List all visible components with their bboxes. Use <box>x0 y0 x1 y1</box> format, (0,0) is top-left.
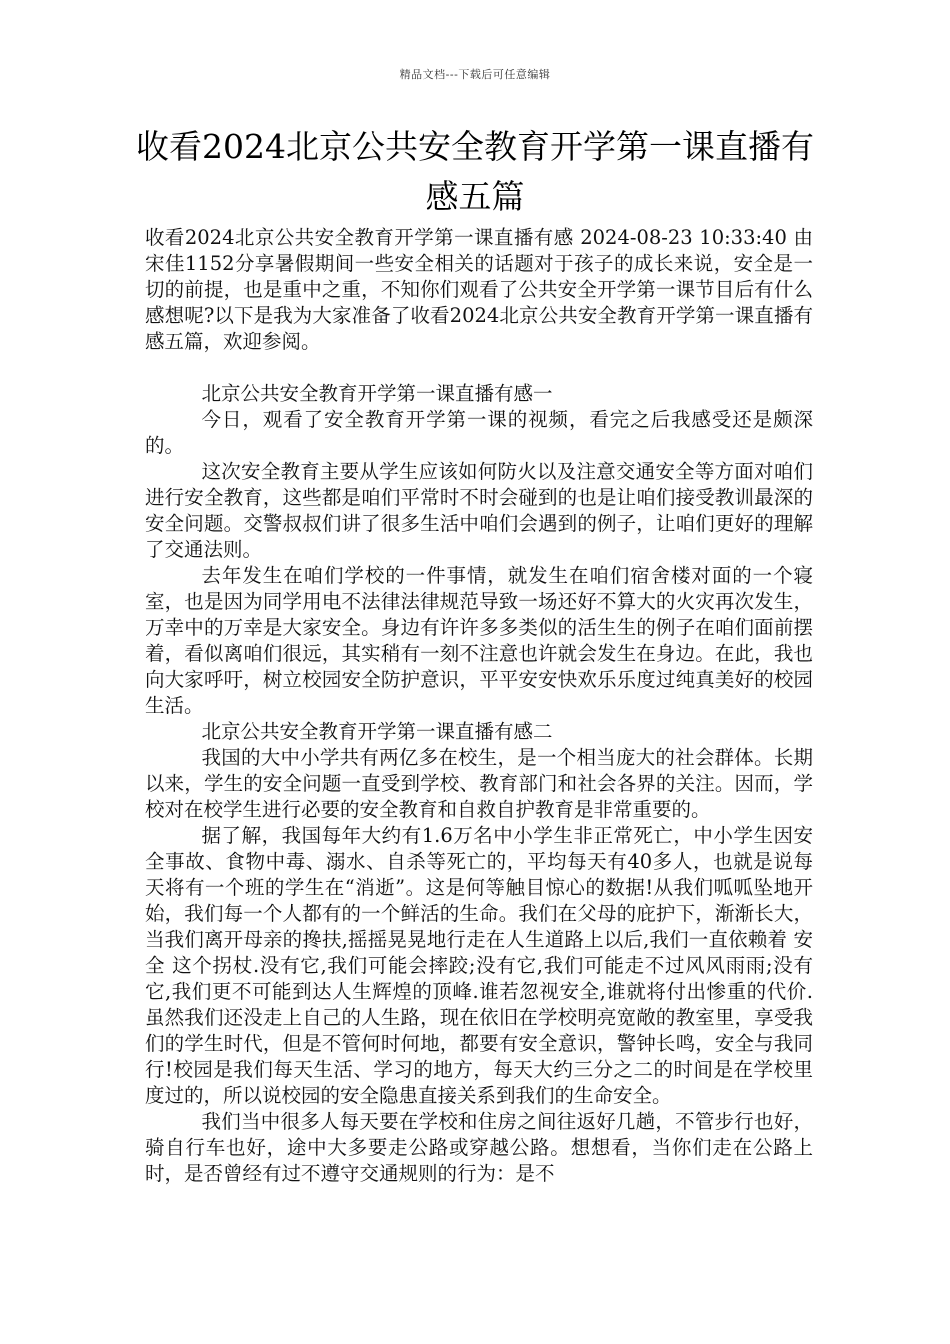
header-note: 精品文档---下载后可任意编辑 <box>399 68 551 81</box>
section-heading-2: 北京公共安全教育开学第一课直播有感二 <box>201 720 553 743</box>
document-body <box>145 225 813 1187</box>
intro-paragraph: 收看2024北京公共安全教育开学第一课直播有感 2024-08-23 10:33:40 由 宋佳1152分享暑假期间一些安全相关的话题对于孩子的成长来说，安全是一切的前提，也是重中之重，不知你们观看了公共安全开学第一课节目后有什么感想呢?以下是我为大家准备了收看2024北京公共安全教育开学第一课直播有感五篇，欢迎参阅。 <box>145 226 813 353</box>
document-title: 收看2024北京公共安全教育开学第一课直播有感五篇 <box>136 127 814 216</box>
body-paragraph: 这次安全教育主要从学生应该如何防火以及注意交通安全等方面对咱们进行安全教育，这些都是咱们平常时不时会碰到的也是让咱们接受教训最深的安全问题。交警叔叔们讲了很多生活中咱们会遇到的例子，让咱们更好的理解了交通法则。 <box>145 460 813 561</box>
body-paragraph: 我国的大中小学共有两亿多在校生，是一个相当庞大的社会群体。长期以来，学生的安全问题一直受到学校、教育部门和社会各界的关注。因而，学校对在校学生进行必要的安全教育和自救自护教育是非常重要的。 <box>145 746 813 821</box>
body-paragraph: 据了解，我国每年大约有1.6万名中小学生非正常死亡，中小学生因安全事故、食物中毒、溺水、自杀等死亡的，平均每天有40多人，也就是说每天将有一个班的学生在“消逝”。这是何等触目惊心的数据!从我们呱呱坠地开始，我们每一个人都有的一个鲜活的生命。我们在父母的庇护下，渐渐长大，当我们离开母亲的搀扶,摇摇晃晃地行走在人生道路上以后,我们一直依赖着 安全 这个拐杖.没有它,我们可能会摔跤;没有它,我们可能走不过风风雨雨;没有它,我们更不可能到达人生辉煌的顶峰.谁若忽视安全,谁就将付出惨重的代价.虽然我们还没走上自己的人生路，现在依旧在学校明亮宽敞的教室里，享受我们的学生时代，但是不管何时何地，都要有安全意识，警钟长鸣，安全与我同行!校园是我们每天生活、学习的地方，每天大约三分之二的时间是在学校里度过的，所以说校园的安全隐患直接关系到我们的生命安全。 <box>145 824 813 1107</box>
body-paragraph: 我们当中很多人每天要在学校和住房之间往返好几趟，不管步行也好，骑自行车也好，途中大多要走公路或穿越公路。想想看，当你们走在公路上时，是否曾经有过不遵守交通规则的行为：是不 <box>145 1110 813 1185</box>
body-paragraph: 去年发生在咱们学校的一件事情，就发生在咱们宿舍楼对面的一个寝室，也是因为同学用电不法律法律规范导致一场还好不算大的火灾再次发生，万幸中的万幸是大家安全。身边有许许多多类似的活生生的例子在咱们面前摆着，看似离咱们很远，其实稍有一刻不注意也许就会发生在身边。在此，我也向大家呼吁，树立校园安全防护意识，平平安安快欢乐乐度过纯真美好的校园生活。 <box>145 564 813 717</box>
body-paragraph: 今日，观看了安全教育开学第一课的视频，看完之后我感受还是颇深的。 <box>145 408 813 457</box>
section-heading-1: 北京公共安全教育开学第一课直播有感一 <box>201 382 553 405</box>
